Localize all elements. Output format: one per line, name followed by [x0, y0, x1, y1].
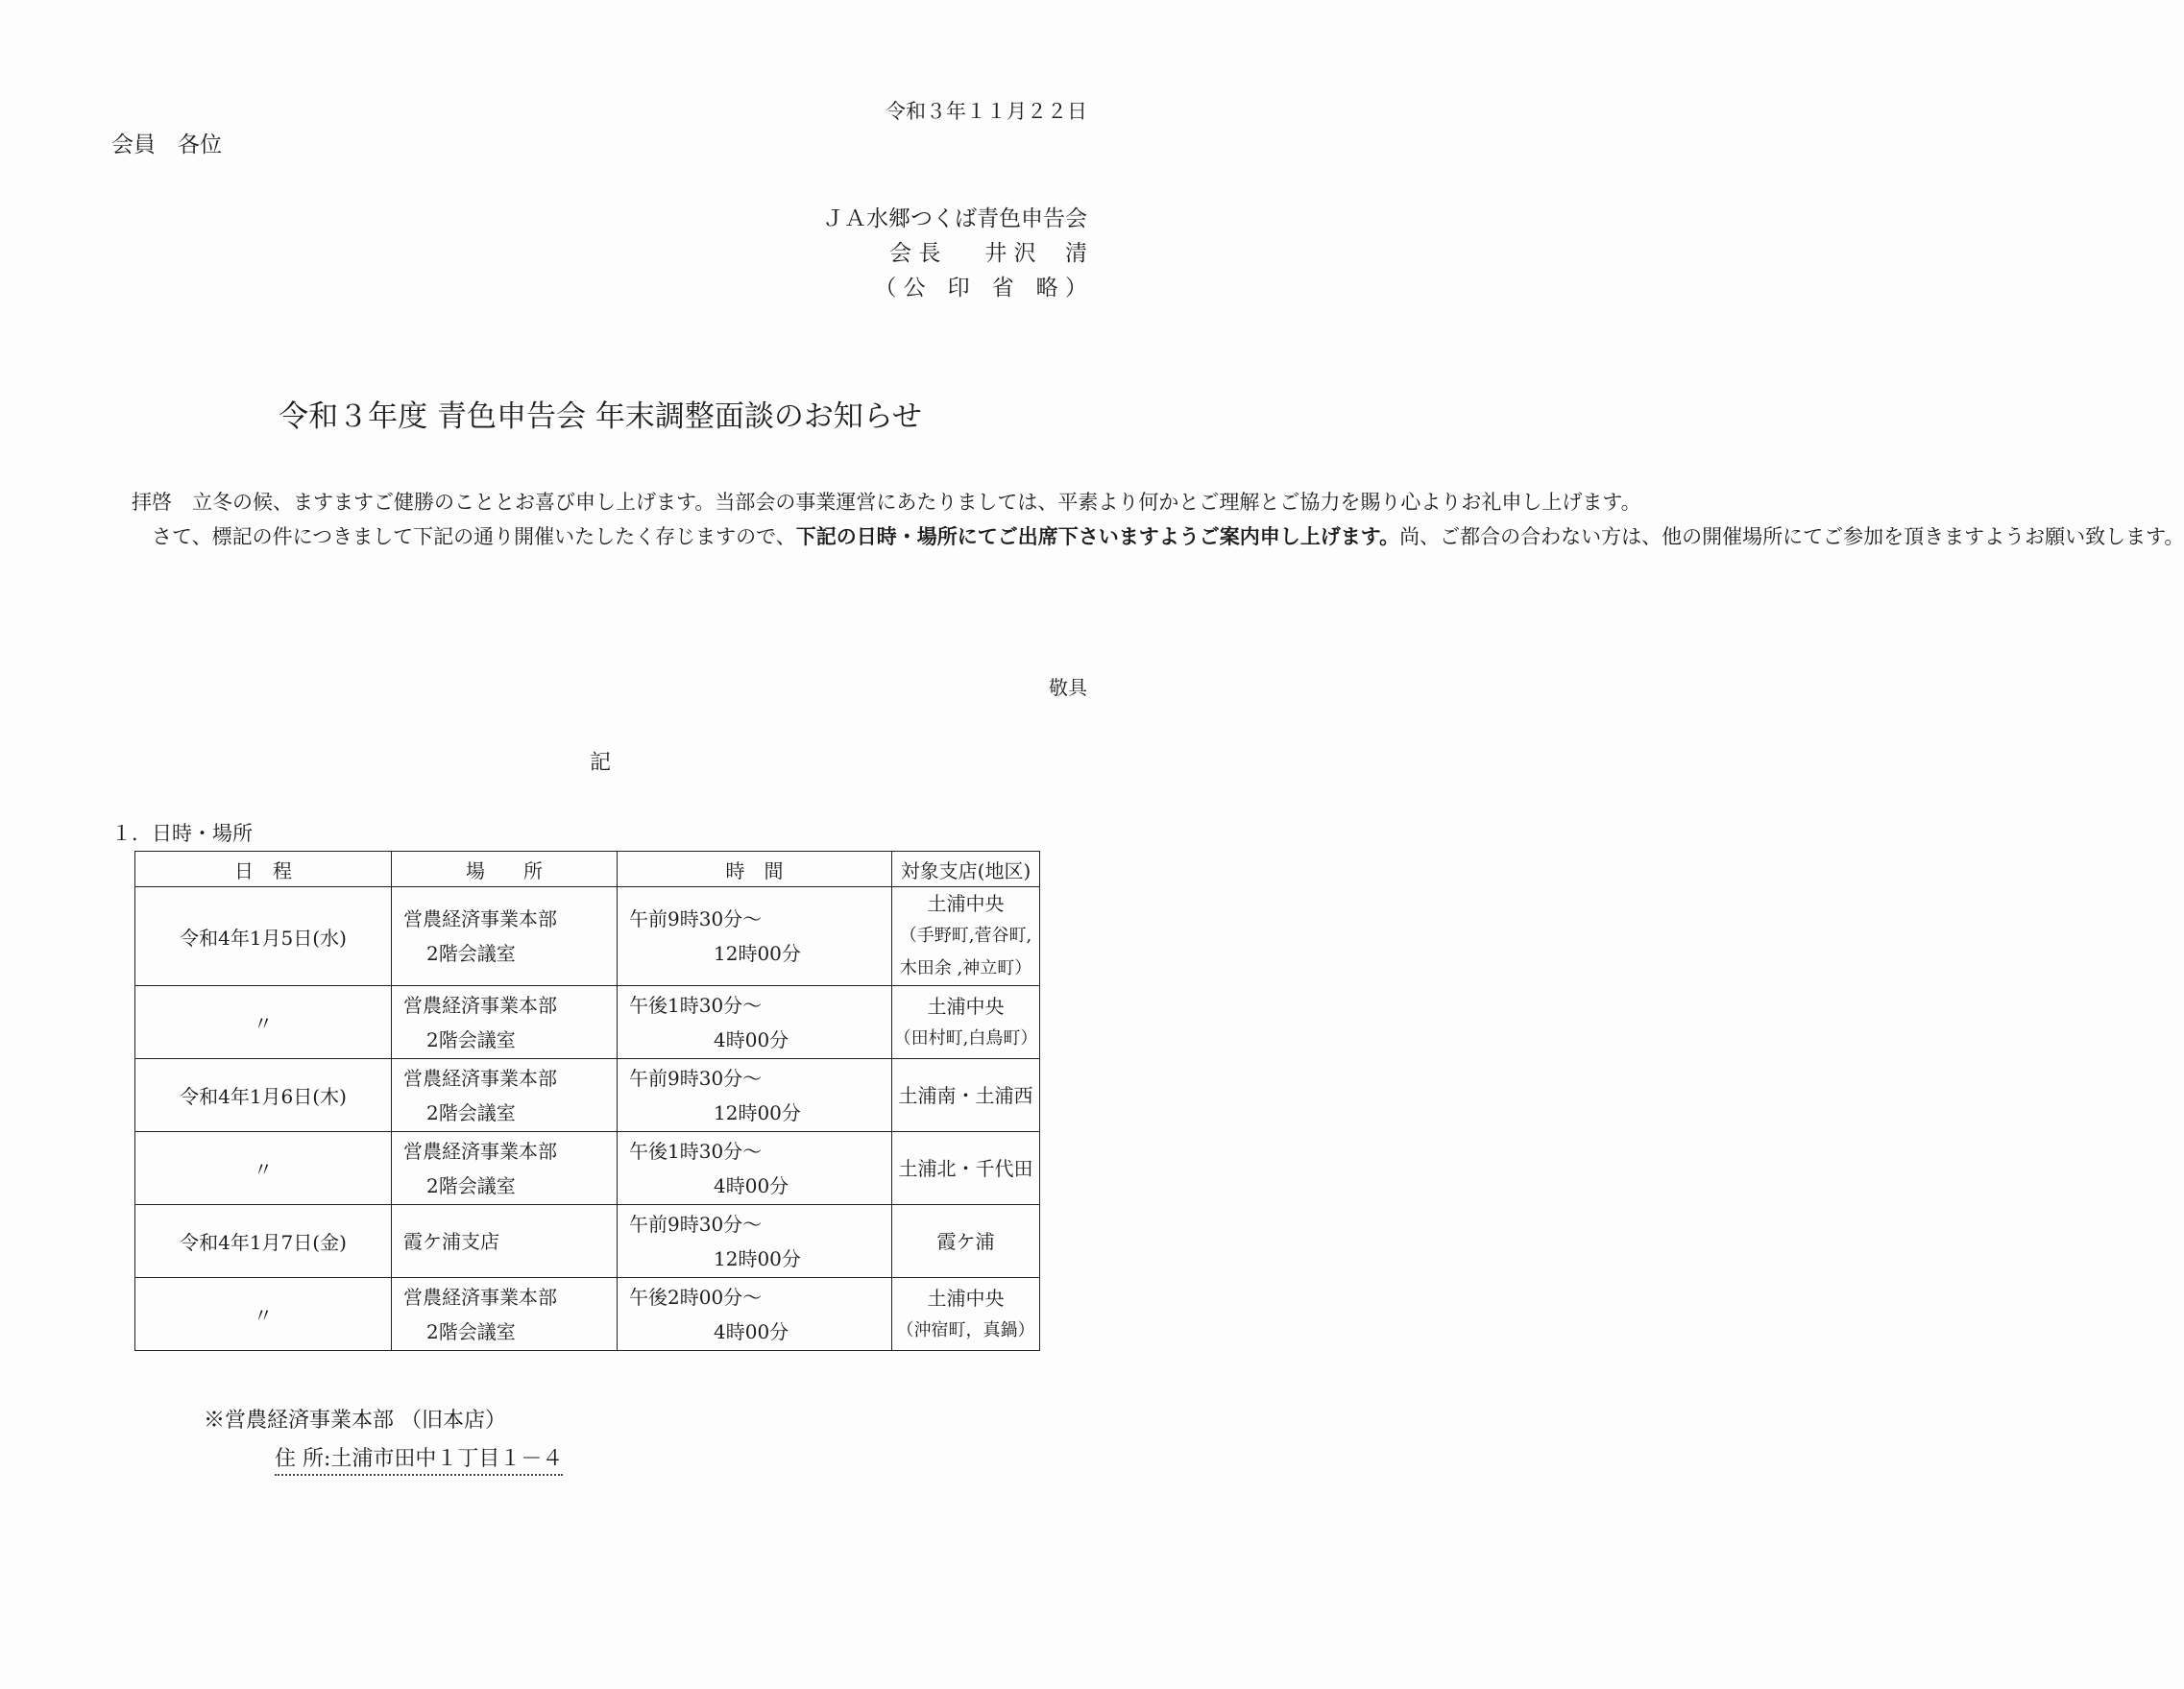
branch-name: 土浦中央 [927, 892, 1005, 915]
place-line-1: 営農経済事業本部 [403, 1139, 557, 1163]
cell-place [392, 887, 618, 986]
place-line-2: 2階会議室 [426, 1027, 516, 1051]
closing-word: 敬具 [1049, 676, 1087, 699]
place-line-1: 営農経済事業本部 [403, 993, 557, 1017]
header-place: 場 所 [392, 852, 618, 887]
cell-branch [892, 1278, 1040, 1351]
branch-sub-1: （手野町,菅谷町, [899, 926, 1032, 946]
cell-time [618, 1059, 892, 1132]
time-end: 4時00分 [714, 1173, 789, 1197]
time-start: 午前9時30分～ [629, 1066, 763, 1090]
cell-place [392, 1205, 618, 1278]
time-end: 12時00分 [714, 942, 801, 965]
branch-name: 土浦中央 [927, 994, 1005, 1018]
cell-branch [892, 887, 1040, 986]
place-line-2: 2階会議室 [426, 1319, 516, 1343]
header-time: 時 間 [618, 852, 892, 887]
cell-branch: 霞ケ浦 [892, 1205, 1040, 1278]
venue-note: ※営農経済事業本部 （旧本店） [204, 1409, 506, 1433]
cell-date: 令和4年1月6日(木) [135, 1059, 392, 1132]
body-text [111, 486, 2184, 554]
place-line-1: 営農経済事業本部 [403, 1285, 557, 1309]
cell-branch: 土浦南・土浦西 [892, 1059, 1040, 1132]
table-row [135, 1059, 1040, 1132]
time-end: 4時00分 [714, 1027, 789, 1051]
cell-date: 〃 [135, 1278, 392, 1351]
cell-time [618, 1132, 892, 1205]
cell-time [618, 887, 892, 986]
body-p2-rest: 尚、ご都合の合わない方は、他の開催場所にてご参加を頂きますようお願い致します。 [1399, 525, 2184, 548]
cell-place [392, 1278, 618, 1351]
cell-date: 〃 [135, 1132, 392, 1205]
cell-time [618, 986, 892, 1059]
time-end: 4時00分 [714, 1319, 789, 1343]
venue-address: 住 所:土浦市田中１丁目１－４ [275, 1442, 563, 1476]
header-date: 日 程 [135, 852, 392, 887]
place-line-1: 営農経済事業本部 [403, 907, 557, 930]
cell-place [392, 986, 618, 1059]
branch-sub-1: （沖宿町，真鍋） [896, 1319, 1035, 1340]
cell-date: 令和4年1月5日(水) [135, 887, 392, 986]
seal-note: （ 公 印 省 略 ） [874, 276, 1087, 301]
cell-branch: 土浦北・千代田 [892, 1132, 1040, 1205]
time-start: 午前9時30分～ [629, 1212, 763, 1236]
sender-name: 会 長 井 沢 清 [889, 241, 1087, 266]
header-branch: 対象支店(地区) [892, 852, 1040, 887]
body-p2-bold: 下記の日時・場所にてご出席下さいますようご案内申し上げます。 [795, 524, 1400, 548]
section-title: １．日時・場所 [111, 822, 253, 845]
branch-sub-1: （田村町,白鳥町） [893, 1027, 1038, 1049]
cell-time [618, 1205, 892, 1278]
place-line-2: 2階会議室 [426, 1173, 516, 1197]
cell-time [618, 1278, 892, 1351]
table-row [135, 1132, 1040, 1205]
time-start: 午後1時30分～ [629, 993, 763, 1017]
document-title: 令和３年度 青色申告会 年末調整面談のお知らせ [279, 399, 922, 434]
sender-organization: ＪＡ水郷つくば青色申告会 [822, 206, 1087, 231]
place-line-2: 2階会議室 [426, 942, 516, 965]
cell-date: 令和4年1月7日(金) [135, 1205, 392, 1278]
time-end: 12時00分 [714, 1246, 801, 1270]
place-line-2: 2階会議室 [426, 1100, 516, 1124]
body-paragraph-2 [111, 519, 2184, 554]
cell-branch [892, 986, 1040, 1059]
cell-place [392, 1059, 618, 1132]
time-start: 午前9時30分～ [629, 907, 763, 930]
table-row [135, 1205, 1040, 1278]
table-row [135, 1278, 1040, 1351]
table-row [135, 887, 1040, 986]
time-start: 午後1時30分～ [629, 1139, 763, 1163]
table-row [135, 986, 1040, 1059]
time-start: 午後2時00分～ [629, 1285, 763, 1309]
body-p2-plain: さて、標記の件につきまして下記の通り開催いたしたく存じますので、 [152, 525, 796, 548]
document-date: 令和３年１１月２２日 [886, 100, 1087, 123]
schedule-table [134, 851, 1040, 1351]
cell-date: 〃 [135, 986, 392, 1059]
place-line-1: 営農経済事業本部 [403, 1066, 557, 1090]
body-paragraph-1: 拝啓 立冬の候、ますますご健勝のこととお喜び申し上げます。当部会の事業運営にあたりましては、平素より何かとご理解とご協力を賜り心よりお礼申し上げます。 [132, 491, 1641, 514]
table-header-row [135, 852, 1040, 887]
place-line-1: 霞ケ浦支店 [403, 1229, 499, 1253]
branch-sub-2: 木田余 ,神立町） [899, 958, 1032, 978]
branch-name: 土浦中央 [927, 1286, 1005, 1310]
ki-heading: 記 [589, 751, 611, 775]
cell-place [392, 1132, 618, 1205]
time-end: 12時00分 [714, 1100, 801, 1124]
sender-block [822, 202, 1087, 305]
recipient: 会員 各位 [111, 133, 222, 157]
